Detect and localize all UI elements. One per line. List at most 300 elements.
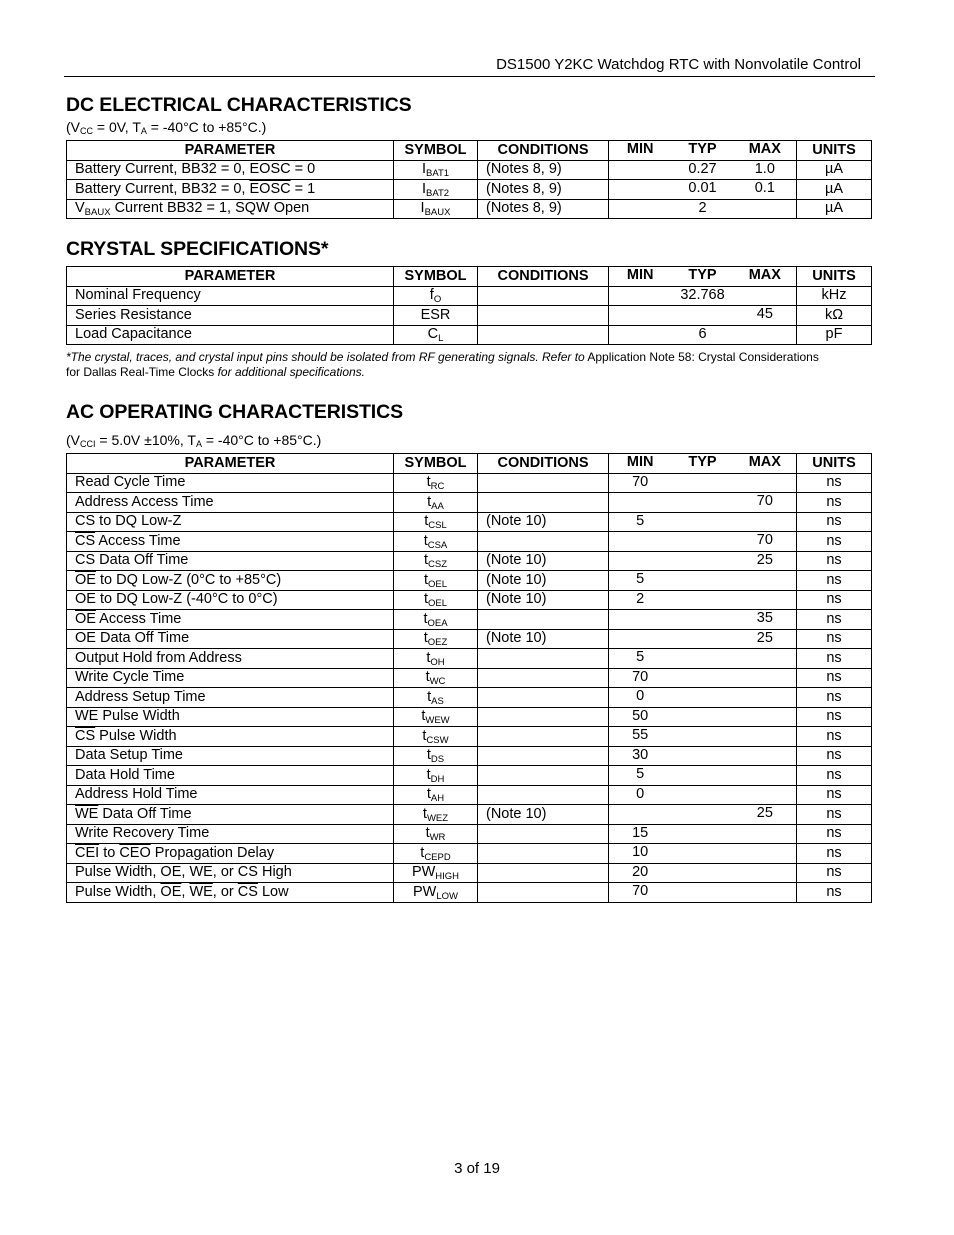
- values-group: [609, 883, 796, 902]
- conditions-cell: [478, 610, 609, 630]
- conditions-cell: [478, 863, 609, 883]
- typ-value: [671, 825, 733, 844]
- min-value: 30: [632, 746, 649, 763]
- conditions-cell: (Note 10): [478, 551, 609, 571]
- overline-signal-text: $\overline{OE}$: [75, 591, 96, 608]
- parameter-text: ,: [181, 864, 190, 881]
- column-header-conditions: CONDITIONS: [478, 141, 609, 161]
- column-header-units: UNITS: [797, 267, 872, 287]
- typ-value: 2: [698, 199, 707, 216]
- conditions-cell: [478, 325, 609, 345]
- units-cell: µA: [797, 199, 872, 219]
- table-row: [67, 493, 872, 513]
- parameter-cell: [67, 668, 394, 688]
- values-cell: [609, 824, 797, 844]
- column-header-values: [609, 454, 797, 474]
- overline-signal-text: $\overline{OE}$: [75, 610, 96, 627]
- typ-value: [671, 864, 733, 883]
- symbol-cell: [394, 551, 478, 571]
- values-cell: [609, 785, 797, 805]
- min-value: [609, 287, 671, 306]
- conditions-cell: [478, 785, 609, 805]
- column-header-symbol: SYMBOL: [394, 454, 478, 474]
- values-group: [609, 552, 796, 571]
- symbol-base: f: [429, 287, 434, 304]
- values-group: [609, 786, 796, 805]
- symbol-subscript: WEZ: [426, 812, 449, 824]
- min-value: [609, 161, 671, 180]
- typ-value: [671, 844, 733, 863]
- parameter-cell: [67, 180, 394, 200]
- symbol-base: t: [423, 552, 429, 569]
- table-row: [67, 688, 872, 708]
- table-header-row: [67, 267, 872, 287]
- crystal-section-title: CRYSTAL SPECIFICATIONS*: [66, 238, 329, 260]
- max-value: [734, 786, 796, 805]
- values-cell: [609, 306, 797, 326]
- units-cell: ns: [797, 590, 872, 610]
- parameter-text: Pulse Width,: [75, 883, 161, 900]
- symbol-cell: [394, 325, 478, 345]
- units-cell: ns: [797, 629, 872, 649]
- typ-value: [671, 571, 733, 590]
- conditions-cell: (Notes 8, 9): [478, 180, 609, 200]
- symbol-cell: [394, 883, 478, 903]
- symbol-base: t: [425, 825, 430, 842]
- units-cell: ns: [797, 493, 872, 513]
- parameter-text: Address Access Time: [75, 493, 214, 510]
- overline-signal-text: $\overline{OE}$: [75, 630, 96, 647]
- symbol-subscript: AS: [431, 695, 444, 707]
- values-cell: [609, 727, 797, 747]
- parameter-cell: [67, 727, 394, 747]
- symbol-cell: [394, 805, 478, 825]
- min-value: 50: [632, 707, 649, 724]
- values-group: [609, 326, 796, 345]
- conditions-cell: [478, 286, 609, 306]
- parameter-text: Current BB32 = 1, SQW Open: [110, 200, 310, 217]
- symbol-subscript: WC: [429, 676, 446, 688]
- parameter-cell: [67, 844, 394, 864]
- min-value: [609, 493, 671, 512]
- column-header-max: MAX: [748, 454, 781, 470]
- table-row: [67, 551, 872, 571]
- values-group: [609, 513, 796, 532]
- units-cell: ns: [797, 844, 872, 864]
- values-group: [609, 610, 796, 629]
- min-value: 15: [632, 824, 649, 841]
- values-group: [609, 669, 796, 688]
- table-row: [67, 571, 872, 591]
- crystal-footnote: *The crystal, traces, and crystal input pins should be isolated from RF generating signals. Refer to Application Note 58: Crystal Considerations for Dallas Real-Time Clocks for additional specifications.: [66, 350, 819, 379]
- parameter-cell: [67, 824, 394, 844]
- symbol-cell: [394, 160, 478, 180]
- column-header-units: UNITS: [797, 141, 872, 161]
- typ-value: [671, 630, 733, 649]
- parameter-text: Propagation Delay: [150, 844, 275, 861]
- overline-signal-text: $\overline{CS}$: [237, 864, 258, 881]
- typ-value: [671, 649, 733, 668]
- overline-signal-text: $\overline{CS}$: [75, 513, 96, 530]
- column-header-symbol: SYMBOL: [394, 267, 478, 287]
- parameter-text: Data Off Time: [95, 630, 190, 647]
- overline-signal-text: $\overline{WE}$: [75, 708, 99, 725]
- max-value: 1.0: [754, 160, 775, 177]
- max-value: 35: [756, 610, 773, 626]
- typ-value: [671, 591, 733, 610]
- table-row: [67, 473, 872, 493]
- parameter-cell: [67, 590, 394, 610]
- symbol-subscript: WR: [429, 832, 446, 844]
- values-group: [609, 708, 796, 727]
- typ-value: [671, 669, 733, 688]
- values-cell: [609, 286, 797, 306]
- table-row: [67, 325, 872, 345]
- values-cell: [609, 325, 797, 345]
- values-cell: [609, 571, 797, 591]
- header-rule: [64, 76, 875, 77]
- parameter-text: Write Cycle Time: [75, 669, 185, 686]
- units-cell: ns: [797, 805, 872, 825]
- units-cell: ns: [797, 727, 872, 747]
- table-row: [67, 805, 872, 825]
- symbol-subscript: O: [433, 294, 442, 306]
- units-cell: ns: [797, 532, 872, 552]
- values-group: [609, 532, 796, 551]
- units-cell: kHz: [797, 286, 872, 306]
- overline-signal-text: $\overline{WE}$: [189, 864, 213, 881]
- symbol-base: t: [423, 532, 428, 549]
- min-value: 5: [636, 512, 645, 529]
- parameter-text: Output Hold from Address: [75, 649, 242, 666]
- max-value: [734, 727, 796, 746]
- min-value: [609, 610, 671, 629]
- values-header-group: [609, 454, 796, 473]
- symbol-subscript: OH: [430, 656, 445, 668]
- table-row: [67, 785, 872, 805]
- parameter-cell: [67, 199, 394, 219]
- conditions-cell: (Note 10): [478, 590, 609, 610]
- overline-signal-text: $\overline{CEI}$: [75, 844, 100, 861]
- parameter-text: ,: [181, 883, 190, 900]
- min-value: 10: [632, 844, 649, 860]
- symbol-base: I: [421, 180, 426, 197]
- parameter-cell: [67, 306, 394, 326]
- symbol-base: t: [421, 708, 426, 725]
- max-value: [734, 326, 796, 345]
- symbol-base: t: [422, 727, 427, 744]
- max-value: [734, 571, 796, 590]
- max-value: [734, 669, 796, 688]
- symbol-cell: [394, 688, 478, 708]
- parameter-cell: [67, 325, 394, 345]
- symbol-cell: [394, 199, 478, 219]
- symbol-cell: [394, 306, 478, 326]
- values-group: [609, 287, 796, 306]
- min-value: 55: [632, 727, 649, 743]
- max-value: [734, 747, 796, 766]
- values-group: [609, 864, 796, 883]
- symbol-cell: [394, 571, 478, 591]
- max-value: 0.1: [754, 180, 775, 196]
- max-value: [734, 649, 796, 668]
- parameter-text: Battery Current, BB32 = 0,: [75, 180, 250, 197]
- symbol-subscript: OEL: [428, 598, 448, 610]
- values-cell: [609, 883, 797, 903]
- conditions-cell: [478, 668, 609, 688]
- values-group: [609, 571, 796, 590]
- column-header-values: [609, 141, 797, 161]
- column-header-parameter: PARAMETER: [67, 454, 394, 474]
- units-cell: ns: [797, 766, 872, 786]
- table-row: [67, 766, 872, 786]
- values-group: [609, 180, 796, 199]
- conditions-cell: [478, 824, 609, 844]
- column-header-min: MIN: [626, 454, 654, 470]
- column-header-values: [609, 267, 797, 287]
- symbol-cell: [394, 532, 478, 552]
- parameter-text: High: [257, 864, 292, 881]
- symbol-subscript: HIGH: [435, 871, 460, 883]
- symbol-subscript: RC: [430, 481, 445, 493]
- symbol-base: t: [425, 669, 430, 686]
- table-row: [67, 649, 872, 669]
- symbol-cell: [394, 473, 478, 493]
- parameter-text: , or: [212, 864, 238, 881]
- typ-value: 6: [698, 325, 707, 342]
- values-group: [609, 649, 796, 668]
- symbol-subscript: OEZ: [427, 637, 448, 649]
- conditions-cell: (Notes 8, 9): [478, 160, 609, 180]
- parameter-cell: [67, 688, 394, 708]
- conditions-cell: (Note 10): [478, 805, 609, 825]
- conditions-cell: [478, 883, 609, 903]
- parameter-text: Low: [257, 883, 289, 900]
- parameter-text: , or: [212, 883, 238, 900]
- min-value: [609, 805, 671, 824]
- symbol-subscript: DH: [430, 773, 445, 785]
- symbol-cell: [394, 512, 478, 532]
- symbol-base: C: [427, 326, 439, 343]
- symbol-cell: [394, 668, 478, 688]
- conditions-cell: (Notes 8, 9): [478, 199, 609, 219]
- units-cell: ns: [797, 610, 872, 630]
- values-group: [609, 805, 796, 824]
- min-value: [609, 326, 671, 345]
- parameter-text: to DQ Low-Z: [95, 513, 182, 530]
- values-cell: [609, 863, 797, 883]
- symbol-subscript: DS: [430, 754, 445, 766]
- typ-value: [671, 766, 733, 785]
- symbol-cell: [394, 766, 478, 786]
- symbol-subscript: CSZ: [428, 559, 448, 571]
- values-cell: [609, 473, 797, 493]
- table-row: [67, 863, 872, 883]
- max-value: 45: [756, 306, 773, 322]
- units-cell: ns: [797, 649, 872, 669]
- typ-value: 0.01: [688, 180, 717, 196]
- symbol-base: t: [423, 571, 428, 588]
- units-cell: ns: [797, 512, 872, 532]
- table-row: [67, 306, 872, 326]
- table-row: [67, 629, 872, 649]
- table-row: [67, 883, 872, 903]
- max-value: [734, 864, 796, 883]
- parameter-text: to DQ Low-Z (0°C to +85°C): [95, 571, 282, 588]
- symbol-cell: [394, 629, 478, 649]
- units-cell: ns: [797, 883, 872, 903]
- overline-signal-text: $\overline{OE}$: [75, 571, 96, 588]
- parameter-cell: [67, 473, 394, 493]
- parameter-text: Write Recovery Time: [75, 825, 210, 842]
- parameter-text: Battery Current, BB32 = 0,: [75, 161, 250, 178]
- min-value: 70: [632, 883, 649, 899]
- symbol-base: t: [426, 649, 431, 666]
- values-cell: [609, 532, 797, 552]
- parameter-cell: [67, 512, 394, 532]
- min-value: [609, 532, 671, 551]
- symbol-base: t: [427, 493, 432, 510]
- values-cell: [609, 707, 797, 727]
- units-cell: ns: [797, 707, 872, 727]
- max-value: [734, 844, 796, 863]
- parameter-text: Address Setup Time: [75, 688, 206, 705]
- units-cell: ns: [797, 668, 872, 688]
- min-value: 5: [636, 649, 645, 665]
- table-row: [67, 160, 872, 180]
- conditions-cell: [478, 493, 609, 513]
- min-value: [609, 306, 671, 325]
- parameter-cell: [67, 649, 394, 669]
- max-value: 25: [756, 551, 773, 568]
- typ-value: [671, 727, 733, 746]
- min-value: 0: [636, 688, 645, 704]
- parameter-cell: [67, 883, 394, 903]
- table-row: [67, 286, 872, 306]
- units-cell: ns: [797, 785, 872, 805]
- dc-conditions: ($V_{CC} = 0V$, $T_A = -40^\circ C$ to +85°C.): [66, 119, 267, 136]
- units-cell: ns: [797, 746, 872, 766]
- max-value: [734, 200, 796, 219]
- typ-value: [671, 306, 733, 325]
- table-row: [67, 199, 872, 219]
- parameter-text: Address Hold Time: [75, 786, 198, 803]
- column-header-parameter: PARAMETER: [67, 141, 394, 161]
- conditions-cell: [478, 649, 609, 669]
- symbol-subscript: CSW: [426, 734, 449, 746]
- min-value: 0: [636, 785, 645, 802]
- parameter-text: BAUX: [84, 207, 111, 219]
- symbol-base: I: [420, 200, 425, 217]
- values-group: [609, 493, 796, 512]
- values-group: [609, 591, 796, 610]
- parameter-cell: [67, 493, 394, 513]
- units-cell: pF: [797, 325, 872, 345]
- column-header-conditions: CONDITIONS: [478, 454, 609, 474]
- table-row: [67, 590, 872, 610]
- overline-signal-text: $\overline{OE}$: [160, 883, 182, 900]
- symbol-base: t: [426, 766, 431, 783]
- min-value: 5: [636, 571, 645, 587]
- overline-signal-text: $\overline{CS}$: [75, 727, 96, 744]
- max-value: [734, 766, 796, 785]
- conditions-cell: [478, 746, 609, 766]
- column-header-min: MIN: [626, 267, 654, 283]
- table-header-row: [67, 141, 872, 161]
- parameter-cell: [67, 805, 394, 825]
- parameter-cell: [67, 532, 394, 552]
- parameter-text: = 1: [290, 180, 316, 197]
- parameter-text: Data Setup Time: [75, 747, 183, 764]
- values-cell: [609, 199, 797, 219]
- max-value: [734, 591, 796, 610]
- values-group: [609, 200, 796, 219]
- symbol-subscript: LOW: [436, 890, 458, 902]
- units-cell: ns: [797, 688, 872, 708]
- symbol-subscript: OEL: [428, 578, 448, 590]
- typ-value: [671, 688, 733, 707]
- values-group: [609, 161, 796, 180]
- values-cell: [609, 766, 797, 786]
- parameter-text: Read Cycle Time: [75, 474, 186, 491]
- symbol-base: t: [423, 630, 428, 647]
- symbol-cell: [394, 863, 478, 883]
- table-row: [67, 707, 872, 727]
- column-header-min: MIN: [626, 141, 654, 157]
- table-row: [67, 532, 872, 552]
- column-header-units: UNITS: [797, 454, 872, 474]
- column-header-typ: TYP: [688, 454, 717, 470]
- conditions-cell: [478, 532, 609, 552]
- overline-signal-text: $\overline{CS}$: [75, 532, 96, 549]
- typ-value: [671, 552, 733, 571]
- typ-value: [671, 513, 733, 532]
- table-row: [67, 610, 872, 630]
- symbol-subscript: BAT1: [425, 168, 450, 180]
- symbol-cell: [394, 180, 478, 200]
- typ-value: [671, 883, 733, 902]
- parameter-text: Data Off Time: [98, 805, 192, 822]
- symbol-cell: [394, 649, 478, 669]
- typ-value: [671, 610, 733, 629]
- parameter-text: Pulse Width,: [75, 864, 161, 881]
- values-group: [609, 825, 796, 844]
- values-group: [609, 844, 796, 863]
- units-cell: ns: [797, 473, 872, 493]
- overline-signal-text: $\overline{WE}$: [189, 883, 213, 900]
- conditions-cell: [478, 306, 609, 326]
- symbol-subscript: AA: [431, 500, 444, 512]
- document-header-title: DS1500 Y2KC Watchdog RTC with Nonvolatile Control: [496, 56, 861, 73]
- units-cell: ns: [797, 863, 872, 883]
- symbol-subscript: OEA: [427, 617, 448, 629]
- symbol-cell: [394, 727, 478, 747]
- values-group: [609, 630, 796, 649]
- table-row: [67, 844, 872, 864]
- parameter-text: V: [75, 200, 85, 217]
- symbol-base: t: [426, 747, 431, 764]
- max-value: [734, 688, 796, 707]
- values-group: [609, 727, 796, 746]
- values-cell: [609, 688, 797, 708]
- dc-section-title: DC ELECTRICAL CHARACTERISTICS: [66, 94, 412, 116]
- values-group: [609, 766, 796, 785]
- table-row: [67, 727, 872, 747]
- max-value: [734, 287, 796, 306]
- parameter-text: Data Hold Time: [75, 766, 175, 783]
- parameter-cell: [67, 785, 394, 805]
- symbol-base: PW: [413, 883, 437, 900]
